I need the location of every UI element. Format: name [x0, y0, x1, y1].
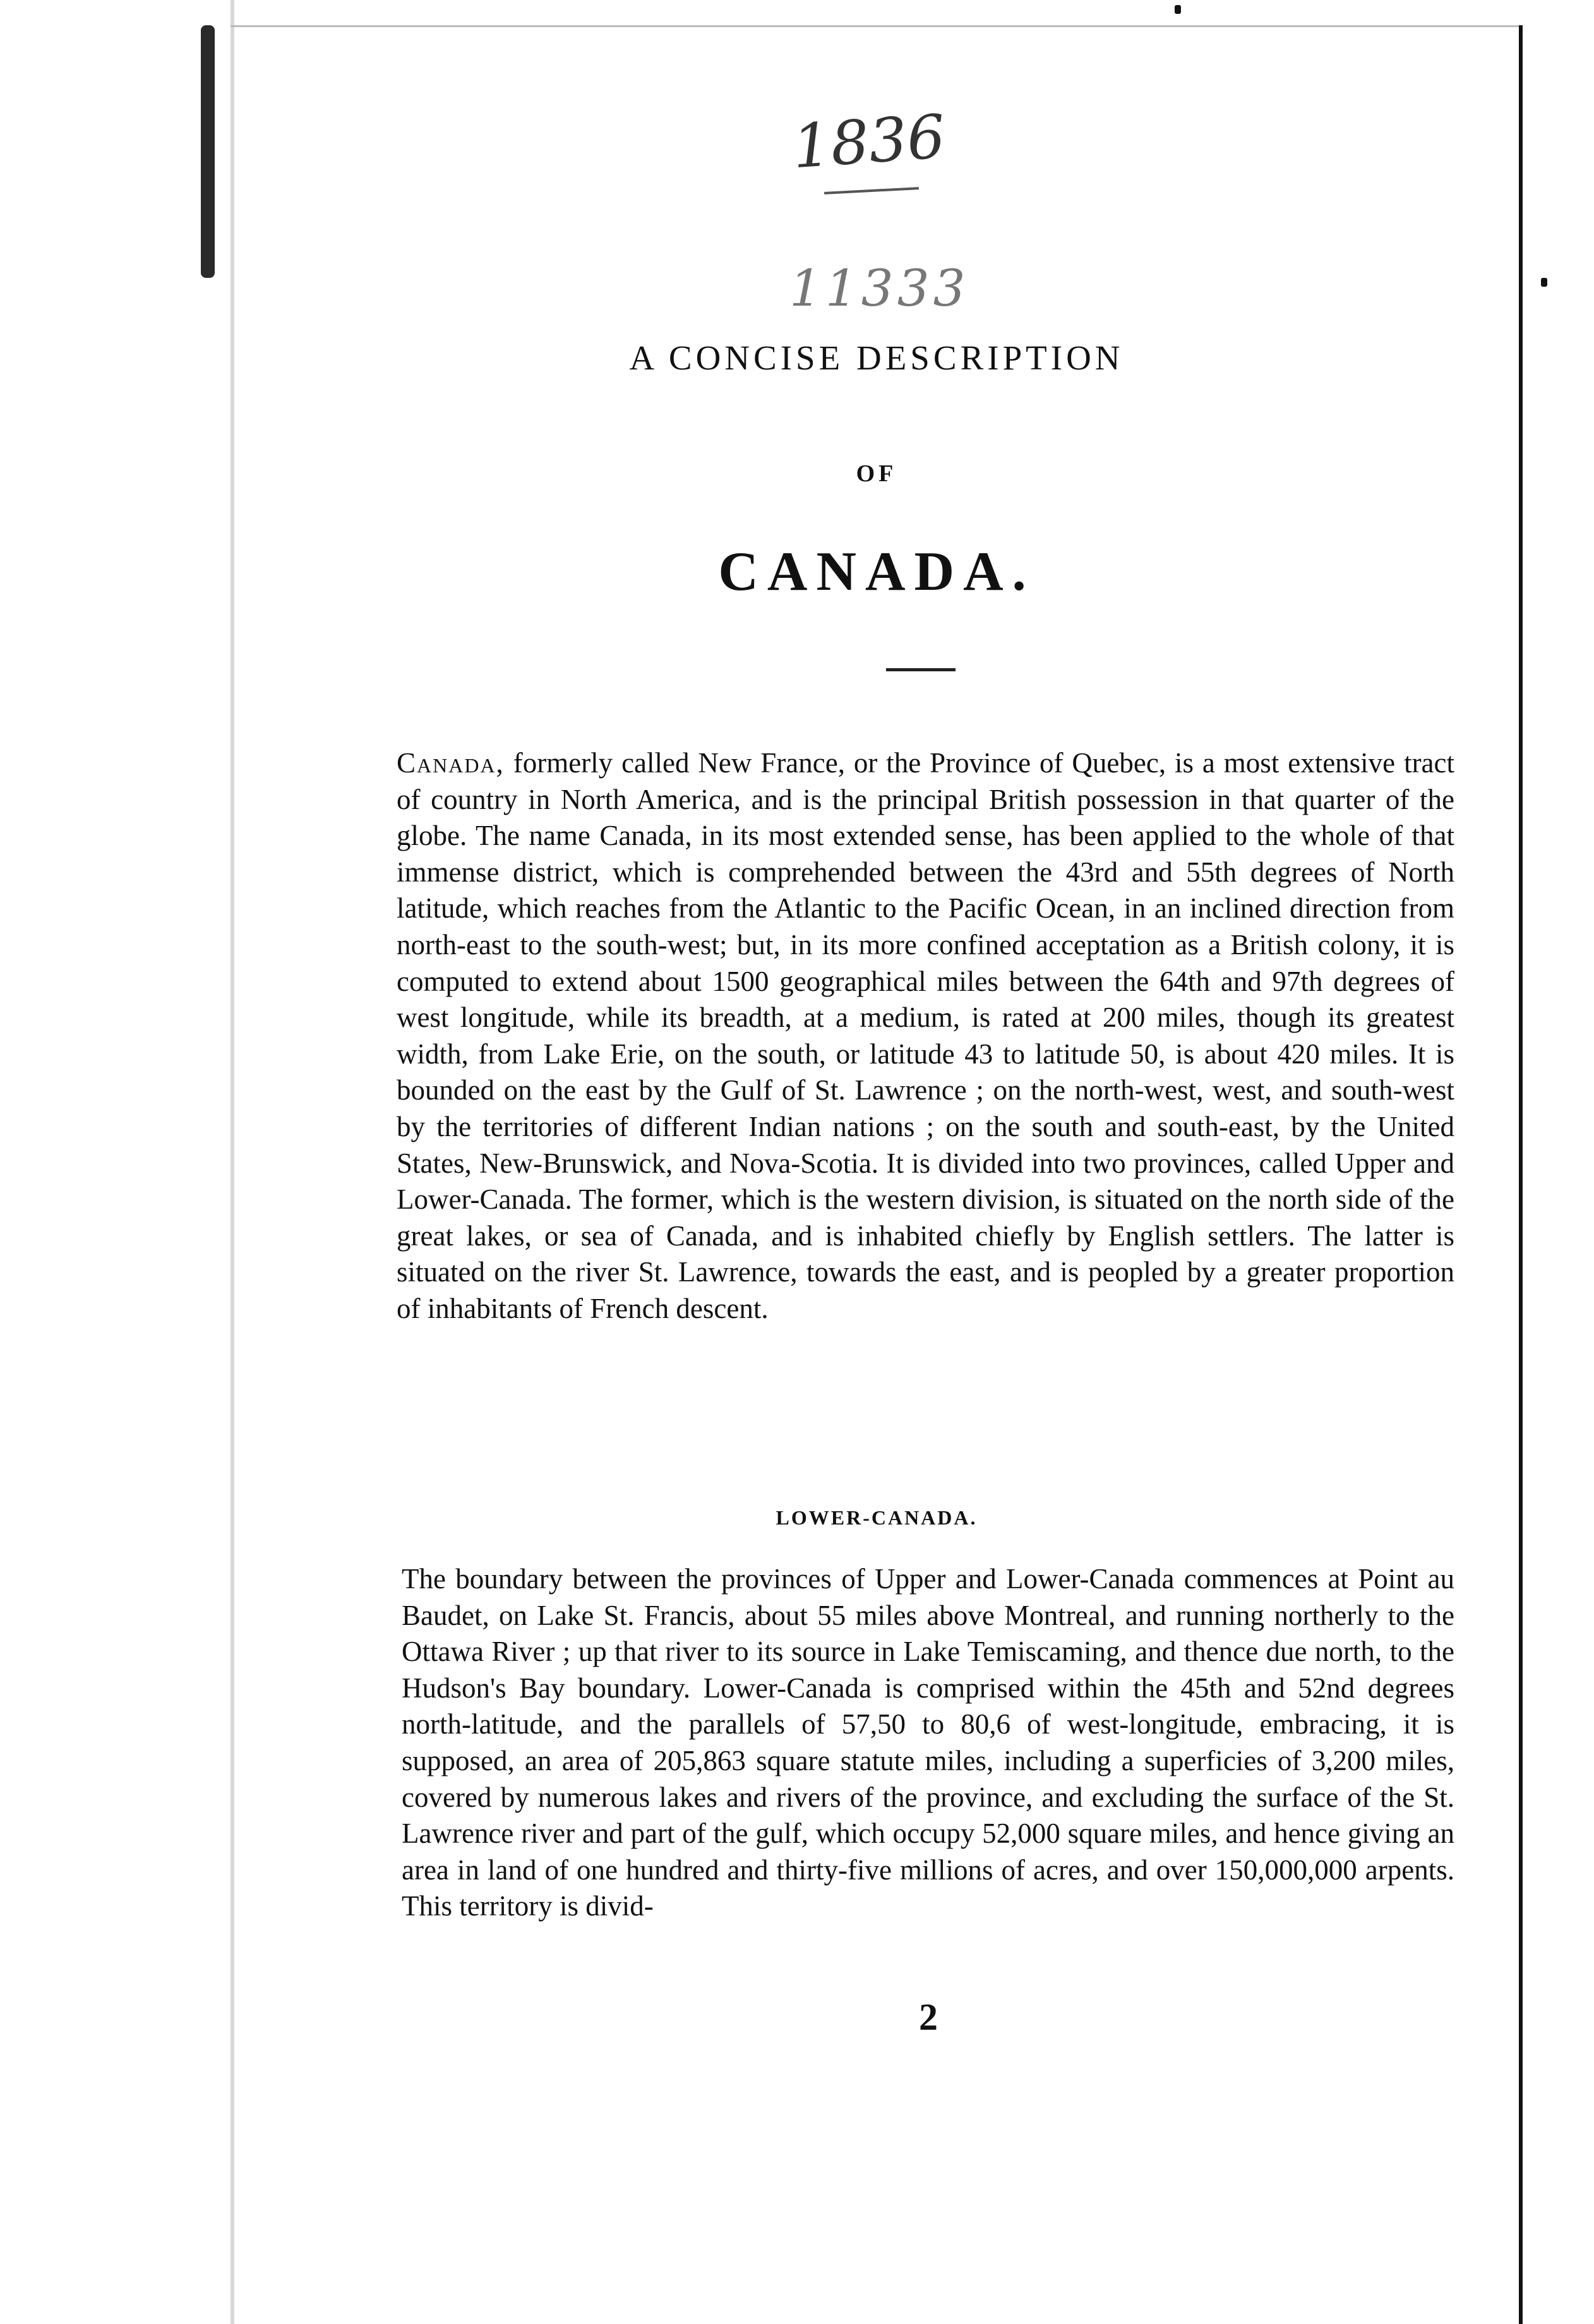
catalog-number: 11333: [789, 259, 969, 318]
binding-margin: [0, 0, 231, 2324]
speck: [1541, 278, 1547, 287]
handwritten-year: 1836: [790, 102, 948, 183]
handwritten-underline: [824, 187, 919, 195]
speck: [1175, 5, 1181, 14]
page-top-edge: [231, 25, 1523, 27]
page-number: 2: [919, 1996, 938, 2038]
paragraph-lead: Canada,: [397, 747, 505, 779]
title-of: OF: [856, 460, 897, 487]
main-title: CANADA.: [718, 541, 1035, 602]
title-rule: [886, 668, 956, 671]
binding-shadow: [201, 25, 215, 278]
section-paragraph: The boundary between the provinces of Upper and Lower-Canada commences at Point au Baudet, on Lake St. Francis, about 55 miles above Montreal, and running northerly to the Ottawa River ; up that river to its source in Lake Temiscaming, and thence due north, to the Hudson's Bay boundary. Lower-Canada is comprised within the 45th and 52nd degrees north-latitude, and the parallels of 57,50 to 80,6 of west-longitude, embracing, it is supposed, an area of 205,863 square statute miles, including a superficies of 3,200 miles, covered by numerous lakes and rivers of the province, and excluding the surface of the St. Lawrence river and part of the gulf, which occupy 52,000 square miles, and hence giving an area in land of one hundred and thirty-five millions of acres, and over 150,000,000 arpents. This territory is divid-: [402, 1563, 1454, 1922]
intro-paragraph: [397, 745, 1454, 1327]
document-title: A CONCISE DESCRIPTION: [629, 338, 1124, 377]
section-heading: LOWER-CANADA.: [776, 1506, 978, 1529]
paragraph-text: formerly called New France, or the Province of Quebec, is a most extensive tract of country in North America, and is the principal British possession in that quarter of the globe. The name Canada, in its most extended sense, has been applied to the whole of that immense district, which is comprehended between the 43rd and 55th degrees of North latitude, which reaches from the Atlantic to the Pacific Ocean, in an inclined direction from north-east to the south-west; but, in its more confined acceptation as a British colony, it is computed to extend about 1500 geographical miles between the 64th and 97th degrees of west longitude, while its breadth, at a medium, is rated at 200 miles, though its greatest width, from Lake Erie, on the south, or latitude 43 to latitude 50, is about 420 miles. It is bounded on the east by the Gulf of St. Lawrence ; on the north-west, west, and south-west by the territories of different Indian nations ; on the south and south-east, by the United States, New-Brunswick, and Nova-Scotia. It is divided into two provinces, called Upper and Lower-Canada. The former, which is the western division, is situated on the north side of the great lakes, or sea of Canada, and is inhabited chiefly by English settlers. The latter is situated on the river St. Lawrence, towards the east, and is peopled by a greater proportion of inhabitants of French descent.: [397, 747, 1455, 1324]
